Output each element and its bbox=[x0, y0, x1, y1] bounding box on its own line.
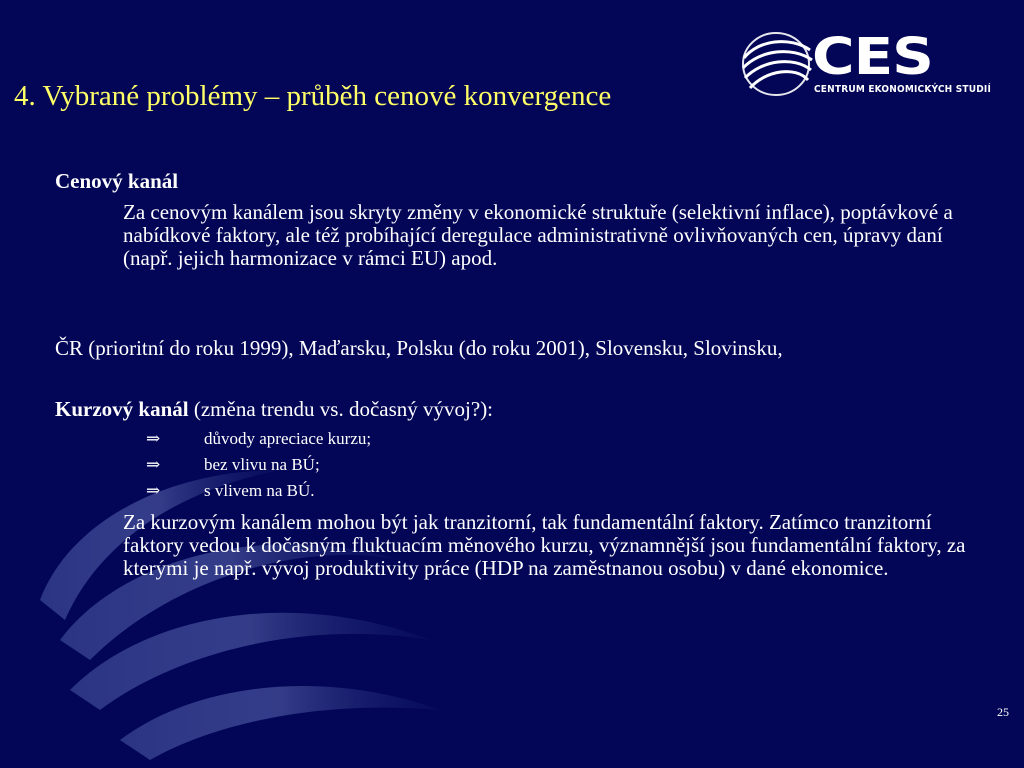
exchange-channel-heading: Kurzový kanál bbox=[55, 397, 189, 421]
logo-name: CES bbox=[812, 26, 933, 87]
price-channel-heading: Cenový kanál bbox=[55, 169, 179, 193]
price-channel-paragraph: Za cenovým kanálem jsou skryty změny v ekonomické struktuře (selektivní inflace), poptávkové a nabídkové faktory, ale též probíhající deregulace administrativně ovlivňovaných cen, úpravy daní (např. jejich harmonizace v rámci EU) apod. bbox=[123, 200, 953, 270]
globe-logo-icon bbox=[738, 28, 816, 100]
implies-arrow-icon: ⇒ bbox=[146, 481, 161, 501]
slide-title: 4. Vybrané problémy – průběh cenové konvergence bbox=[14, 80, 612, 112]
implies-arrow-icon: ⇒ bbox=[146, 455, 161, 475]
bullet-item bbox=[146, 455, 320, 475]
logo-subtitle: CENTRUM EKONOMICKÝCH STUDIÍ bbox=[814, 84, 992, 95]
bullet-text: s vlivem na BÚ. bbox=[204, 481, 315, 500]
bullet-text: bez vlivu na BÚ; bbox=[204, 455, 320, 474]
bullet-item bbox=[146, 429, 371, 449]
countries-line: ČR (prioritní do roku 1999), Maďarsku, Polsku (do roku 2001), Slovensku, Slovinsku, bbox=[55, 336, 783, 360]
exchange-channel-paragraph: Za kurzovým kanálem mohou být jak tranzitorní, tak fundamentální faktory. Zatímco tranzitorní faktory vedou k dočasným fluktuacím měnového kurzu, významnější jsou fundamentální faktory, za kterými je např. vývoj produktivity práce (HDP na zaměstnanou osobu) v dané ekonomice. bbox=[123, 510, 966, 580]
ces-logo bbox=[738, 26, 992, 104]
page-number: 25 bbox=[997, 705, 1009, 719]
section-heading-price-channel bbox=[55, 170, 178, 193]
exchange-channel-heading-suffix: (změna trendu vs. dočasný vývoj?): bbox=[188, 397, 494, 421]
bullet-text: důvody apreciace kurzu; bbox=[204, 429, 372, 448]
bullet-item bbox=[146, 481, 315, 501]
section-heading-exchange-channel bbox=[55, 398, 493, 421]
implies-arrow-icon: ⇒ bbox=[146, 429, 161, 449]
